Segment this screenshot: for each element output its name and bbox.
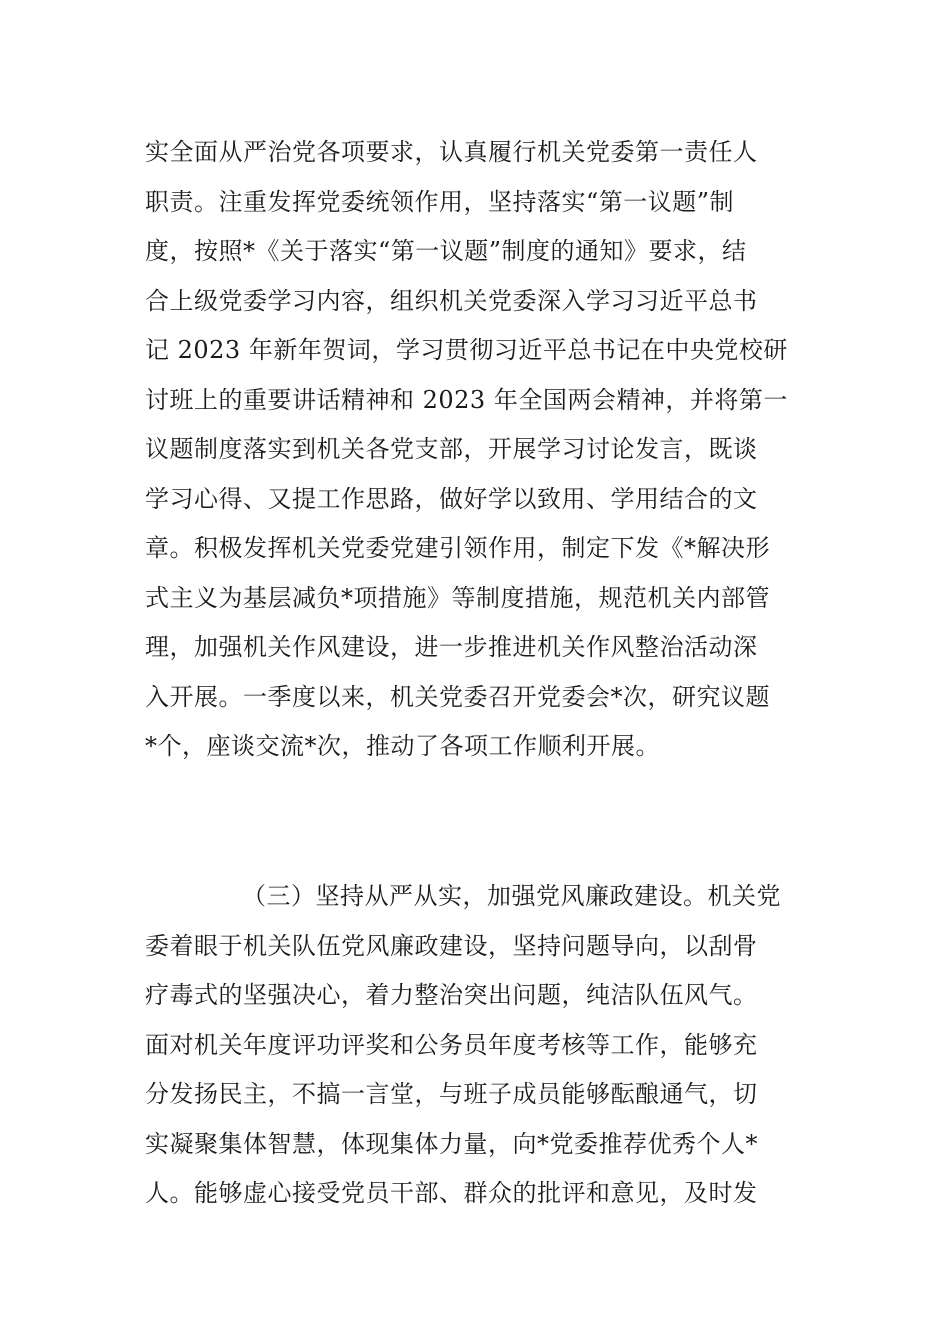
paragraph-line: 议题制度落实到机关各党支部，开展学习讨论发言，既谈 xyxy=(145,435,758,463)
body-paragraph-1 xyxy=(145,128,810,772)
paragraph-line: 度，按照*《关于落实“第一议题”制度的通知》要求，结 xyxy=(145,237,747,265)
paragraph-line: 面对机关年度评功评奖和公务员年度考核等工作，能够充 xyxy=(145,1030,758,1059)
paragraph-line: 式主义为基层减负*项措施》等制度措施，规范机关内部管 xyxy=(145,583,770,612)
paragraph-line: 合上级党委学习内容，组织机关党委深入学习习近平总书 xyxy=(145,286,758,315)
paragraph-line: 疗毒式的坚强决心，着力整治突出问题，纯洁队伍风气。 xyxy=(145,981,758,1009)
paragraph-line: 人。能够虚心接受党员干部、群众的批评和意见，及时发 xyxy=(145,1179,758,1207)
paragraph-line: 理，加强机关作风建设，进一步推进机关作风整治活动深 xyxy=(145,633,758,661)
paragraph-line: 实凝聚集体智慧，体现集体力量，向*党委推荐优秀个人* xyxy=(145,1129,758,1158)
paragraph-line: *个，座谈交流*次，推动了各项工作顺利开展。 xyxy=(145,732,660,760)
paragraph-line: 章。积极发挥机关党委党建引领作用，制定下发《*解决形 xyxy=(145,534,770,562)
body-paragraph-2 xyxy=(145,872,810,1219)
paragraph-line: 讨班上的重要讲话精神和 2023 年全国两会精神，并将第一 xyxy=(145,385,788,414)
paragraph-line: 委着眼于机关队伍党风廉政建设，坚持问题导向，以刮骨 xyxy=(145,931,758,960)
paragraph-line: 职责。注重发挥党委统领作用，坚持落实“第一议题”制 xyxy=(145,187,735,216)
paragraph-line: 实全面从严治党各项要求，认真履行机关党委第一责任人 xyxy=(145,138,758,166)
paragraph-line: 分发扬民主，不搞一言堂，与班子成员能够酝酿通气，切 xyxy=(145,1080,758,1108)
section-heading-line: （三）坚持从严从实，加强党风廉政建设。机关党 xyxy=(242,882,781,910)
paragraph-line: 记 2023 年新年贺词，学习贯彻习近平总书记在中央党校研 xyxy=(145,336,788,364)
paragraph-line: 入开展。一季度以来，机关党委召开党委会*次，研究议题 xyxy=(145,682,770,711)
paragraph-line: 学习心得、又提工作思路，做好学以致用、学用结合的文 xyxy=(145,484,758,513)
